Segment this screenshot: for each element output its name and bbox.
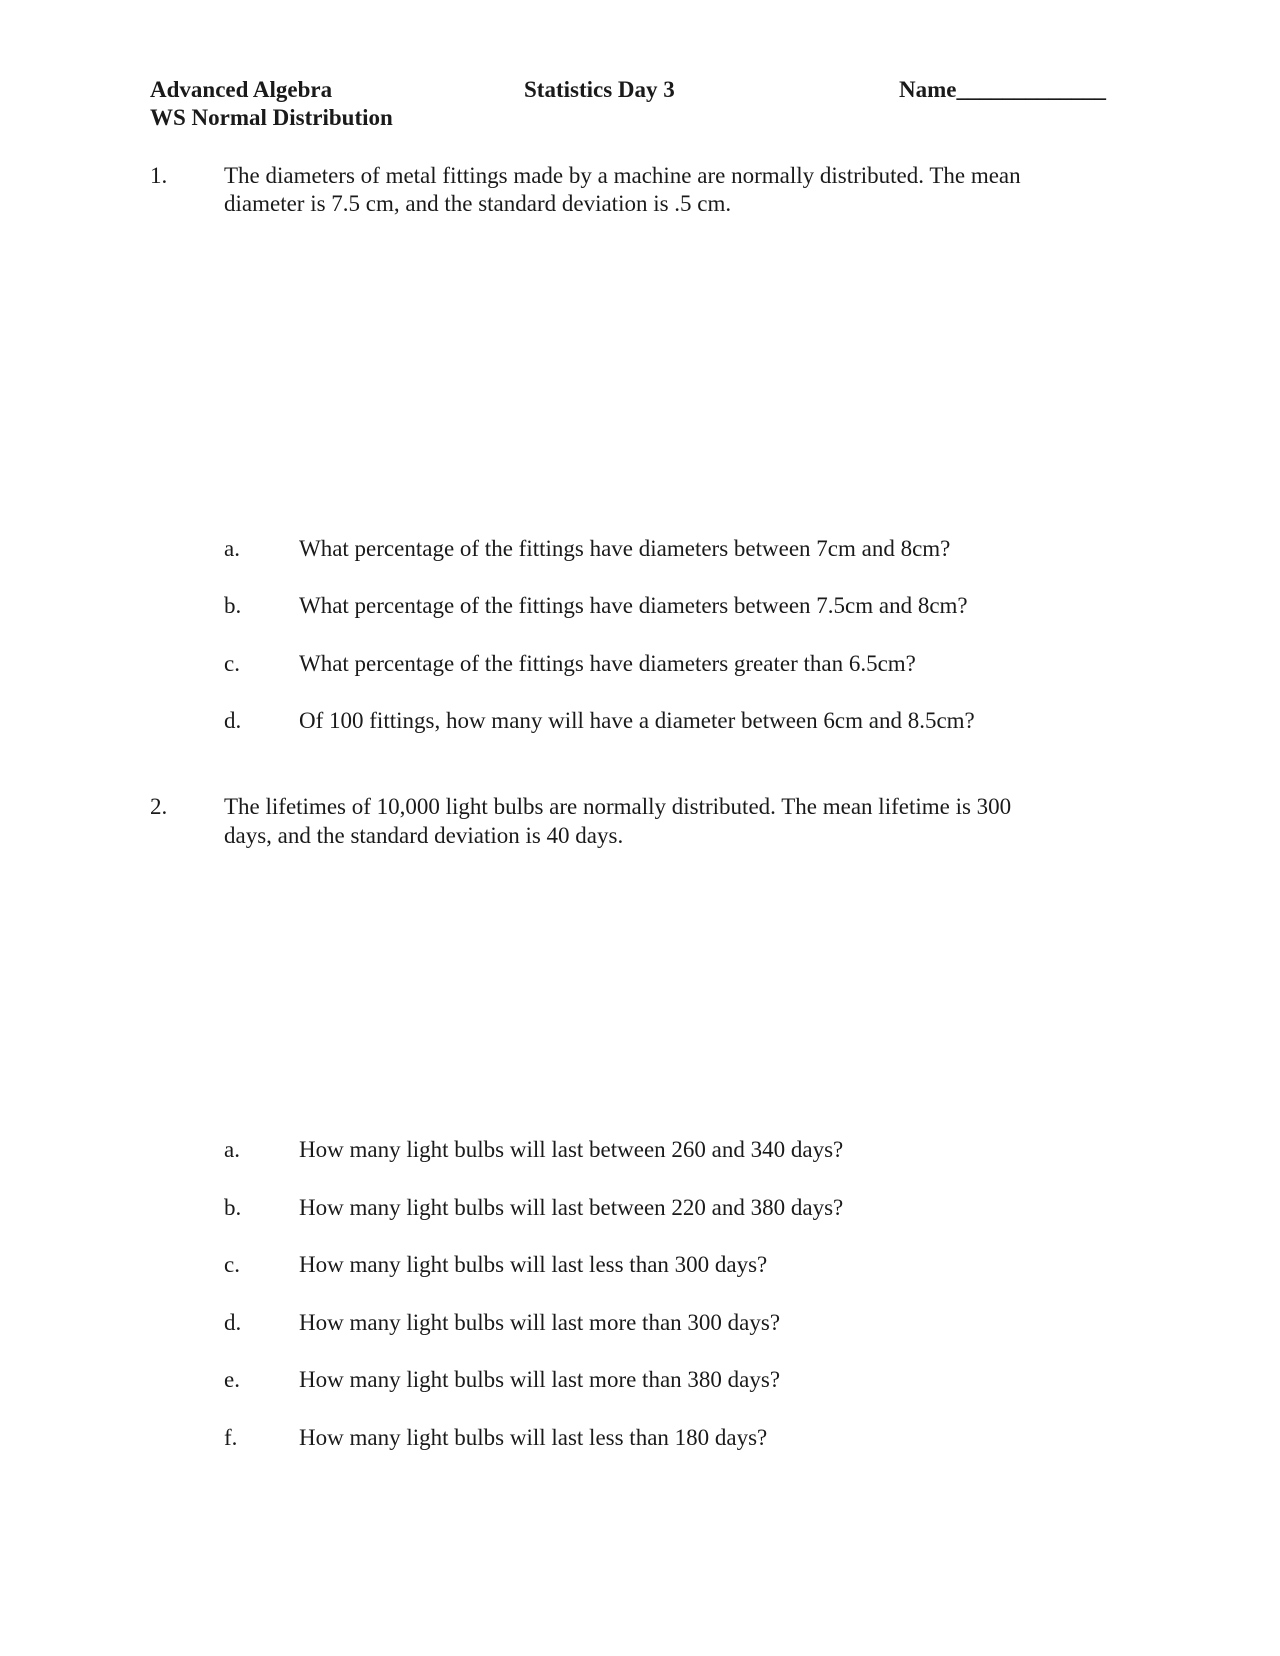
problem-2-part-b-letter: b.: [224, 1195, 242, 1220]
problem-1-part-c-text: What percentage of the fittings have diameters greater than 6.5cm?: [299, 651, 916, 676]
problem-2-part-a-letter: a.: [224, 1137, 240, 1162]
problem-2-part-c-text: How many light bulbs will last less than 300 days?: [299, 1252, 768, 1277]
name-field[interactable]: Name_____________: [899, 77, 1106, 102]
problem-2-line-1: The lifetimes of 10,000 light bulbs are normally distributed. The mean lifetime is 300: [224, 794, 1012, 819]
problem-1-part-b-letter: b.: [224, 593, 242, 618]
problem-2-part-e-letter: e.: [224, 1367, 240, 1392]
problem-2-part-e-text: How many light bulbs will last more than 380 days?: [299, 1367, 781, 1392]
problem-2-part-d-text: How many light bulbs will last more than 300 days?: [299, 1310, 781, 1335]
course-title: Advanced Algebra: [150, 77, 333, 102]
problem-2-part-b-text: How many light bulbs will last between 220 and 380 days?: [299, 1195, 844, 1220]
problem-1-part-d-text: Of 100 fittings, how many will have a diameter between 6cm and 8.5cm?: [299, 708, 975, 733]
problem-2-part-c-letter: c.: [224, 1252, 240, 1277]
problem-1-part-a-letter: a.: [224, 536, 240, 561]
problem-1-part-a-text: What percentage of the fittings have diameters between 7cm and 8cm?: [299, 536, 951, 561]
problem-1-line-2: diameter is 7.5 cm, and the standard deviation is .5 cm.: [224, 191, 732, 216]
problem-1-number: 1.: [150, 163, 168, 188]
problem-1-part-b-text: What percentage of the fittings have diameters between 7.5cm and 8cm?: [299, 593, 968, 618]
problem-1-line-1: The diameters of metal fittings made by a machine are normally distributed. The mean: [224, 163, 1021, 188]
problem-2-number: 2.: [150, 794, 168, 819]
problem-1-part-d-letter: d.: [224, 708, 242, 733]
problem-2-part-d-letter: d.: [224, 1310, 242, 1335]
problem-2-line-2: days, and the standard deviation is 40 days.: [224, 823, 624, 848]
problem-2-part-f-letter: f.: [224, 1425, 238, 1450]
problem-2-part-f-text: How many light bulbs will last less than 180 days?: [299, 1425, 768, 1450]
problem-2-part-a-text: How many light bulbs will last between 260 and 340 days?: [299, 1137, 844, 1162]
lesson-title: Statistics Day 3: [524, 77, 675, 102]
problem-1-part-c-letter: c.: [224, 651, 240, 676]
worksheet-title: WS Normal Distribution: [150, 105, 393, 130]
